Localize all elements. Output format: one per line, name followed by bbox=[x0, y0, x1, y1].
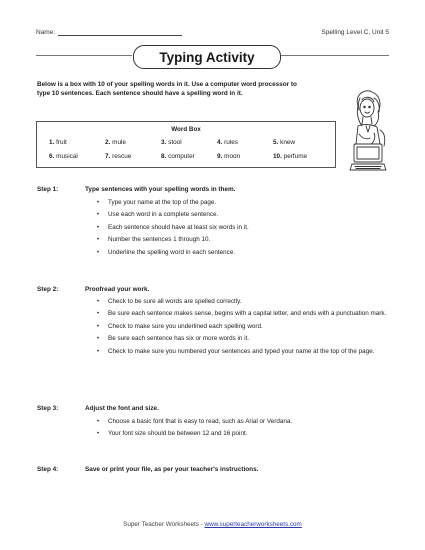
footer-link[interactable]: www.superteacherworksheets.com bbox=[204, 521, 302, 528]
list-item: • Number the sentences 1 through 10. bbox=[97, 236, 211, 244]
step-4-title: Save or print your file, as per your teacher's instructions. bbox=[85, 466, 259, 473]
bullet-icon: • bbox=[97, 237, 100, 244]
word-item: 5. knew bbox=[273, 139, 296, 146]
word-item: 9. moon bbox=[217, 153, 241, 160]
girl-at-computer-illustration bbox=[344, 86, 392, 178]
word-box-title: Word Box bbox=[171, 126, 201, 133]
list-item: • Your font size should be between 12 and 16 point. bbox=[97, 430, 248, 438]
step-1-bullets bbox=[97, 199, 389, 261]
bullet-icon: • bbox=[97, 323, 100, 330]
step-3-title: Adjust the font and size. bbox=[85, 405, 159, 412]
word-item: 3. stool bbox=[161, 139, 182, 146]
name-field bbox=[36, 29, 182, 36]
spelling-level: Spelling Level C, Unit 5 bbox=[321, 29, 389, 36]
step-4-label: Step 4: bbox=[37, 466, 59, 473]
step-2-label: Step 2: bbox=[37, 286, 59, 293]
step-2-bullets bbox=[97, 298, 389, 360]
word-item: 8. computer bbox=[161, 153, 195, 160]
name-blank-line bbox=[58, 29, 182, 36]
page-title: Typing Activity bbox=[133, 45, 281, 69]
bullet-icon: • bbox=[97, 311, 100, 318]
name-label: Name: bbox=[36, 29, 56, 36]
list-item: • Type your name at the top of the page. bbox=[97, 199, 217, 206]
word-item: 6. musical bbox=[49, 153, 78, 160]
intro-text: Below is a box with 10 of your spelling words in it. Use a computer word processor to type 10 sentences. Each sentence should have a spelling word in it. bbox=[37, 81, 297, 97]
bullet-icon: • bbox=[97, 249, 100, 256]
list-item: • Check to make sure you numbered your sentences and typed your name at the top of the page. bbox=[97, 347, 375, 355]
list-item: • Check to make sure you underlined each spelling word. bbox=[97, 322, 263, 330]
bullet-icon: • bbox=[97, 200, 100, 206]
step-2-title: Proofread your work. bbox=[85, 286, 150, 293]
bullet-icon: • bbox=[97, 431, 100, 438]
word-item: 4. rules bbox=[217, 139, 238, 146]
step-3-label: Step 3: bbox=[37, 405, 59, 412]
list-item: • Choose a basic font that is easy to read, such as Arial or Verdana. bbox=[97, 418, 293, 425]
bullet-icon: • bbox=[97, 299, 100, 305]
bullet-icon: • bbox=[97, 336, 100, 343]
list-item: • Be sure each sentence has six or more words in it. bbox=[97, 335, 250, 343]
bullet-icon: • bbox=[97, 212, 100, 219]
word-item: 1. fruit bbox=[49, 139, 67, 146]
word-item: 10. perfume bbox=[273, 153, 308, 160]
bullet-icon: • bbox=[97, 224, 100, 231]
step-1-title: Type sentences with your spelling words in them. bbox=[85, 186, 236, 193]
list-item: • Use each word in a complete sentence. bbox=[97, 211, 219, 219]
footer-separator: - bbox=[198, 521, 205, 528]
bullet-icon: • bbox=[97, 348, 100, 355]
footer-brand: Super Teacher Worksheets bbox=[123, 521, 199, 528]
step-1-label: Step 1: bbox=[37, 186, 59, 193]
bullet-icon: • bbox=[97, 419, 100, 425]
list-item: • Be sure each sentence makes sense, begins with a capital letter, and ends with a punctuation mark. bbox=[97, 310, 387, 318]
word-item: 2. mule bbox=[105, 139, 126, 146]
word-box bbox=[36, 121, 336, 168]
footer bbox=[0, 521, 425, 528]
word-item: 7. rescue bbox=[105, 153, 132, 160]
list-item: • Check to be sure all words are spelled correctly. bbox=[97, 298, 242, 305]
list-item: • Each sentence should have at least six words in it. bbox=[97, 223, 249, 231]
title-rule-right bbox=[281, 55, 389, 56]
list-item: • Underline the spelling word in each sentence. bbox=[97, 248, 236, 256]
step-3-bullets bbox=[97, 418, 389, 443]
title-rule-left bbox=[36, 55, 132, 56]
